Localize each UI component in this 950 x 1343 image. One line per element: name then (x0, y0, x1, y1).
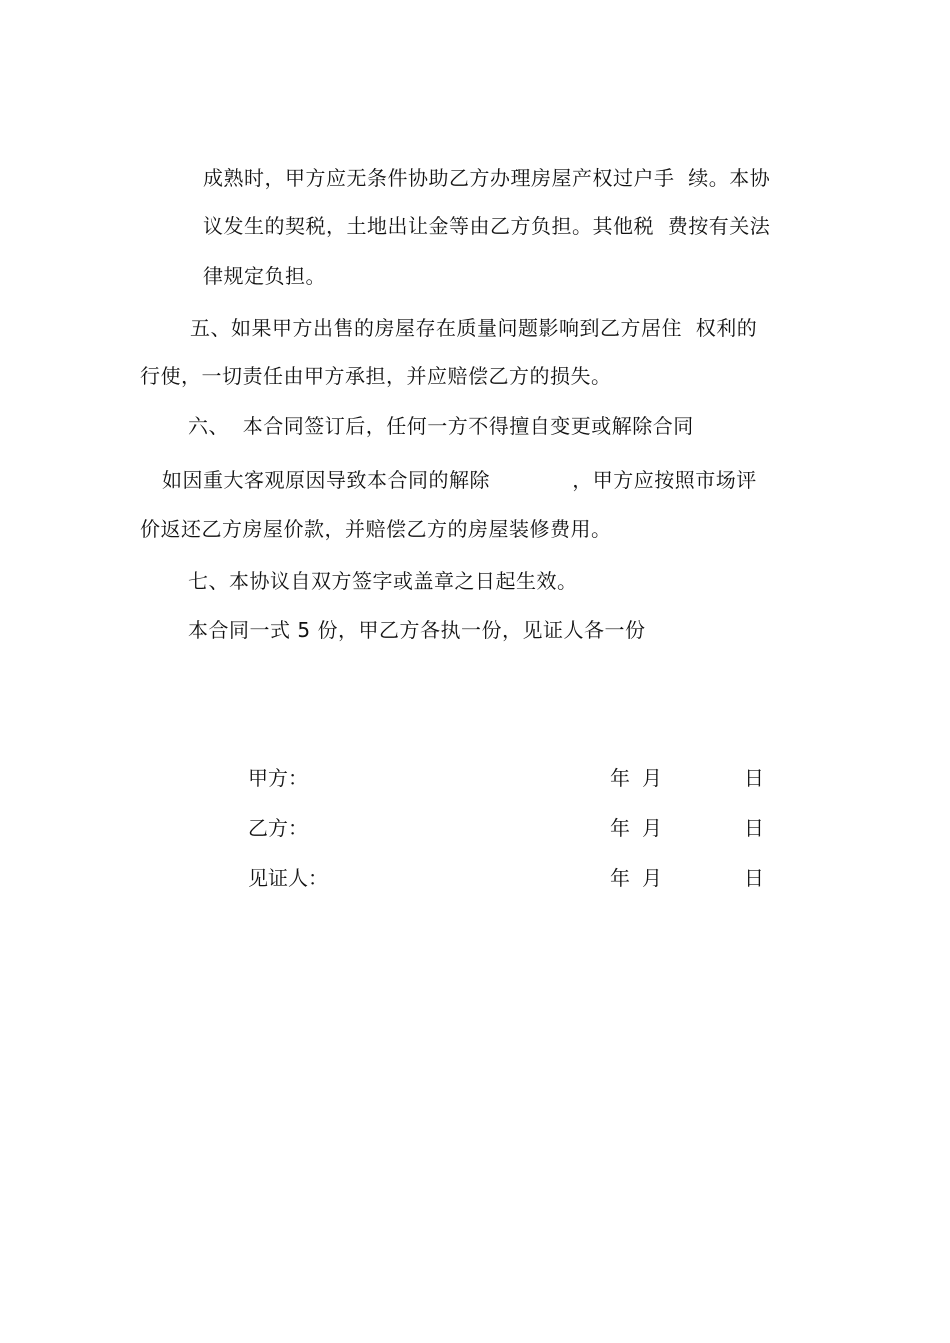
party-b-year: 年 (610, 816, 630, 840)
party-b-month: 月 (642, 816, 662, 840)
party-a-year: 年 (610, 766, 630, 790)
witness-day: 日 (744, 866, 764, 890)
clause-6-line-3: 价返还乙方房屋价款，并赔偿乙方的房屋装修费用。 (140, 517, 612, 541)
clause-4-line-3: 律规定负担。 (203, 264, 326, 288)
party-a-day: 日 (744, 766, 764, 790)
clause-5-line-2: 行使，一切责任由甲方承担，并应赔偿乙方的损失。 (140, 364, 612, 388)
clause-5-line-1: 五、如果甲方出售的房屋存在质量问题影响到乙方居住 权利的 (190, 316, 758, 340)
party-b-label: 乙方： (248, 816, 308, 840)
clause-6-line-1: 六、 本合同签订后，任何一方不得擅自变更或解除合同 (188, 414, 694, 438)
copies-line: 本合同一式 5 份，甲乙方各执一份，见证人各一份 (188, 618, 646, 642)
witness-year: 年 (610, 866, 630, 890)
party-a-month: 月 (642, 766, 662, 790)
clause-4-line-2: 议发生的契税，土地出让金等由乙方负担。其他税 费按有关法 (203, 214, 771, 238)
witness-month: 月 (642, 866, 662, 890)
witness-label: 见证人： (248, 866, 328, 890)
party-b-day: 日 (744, 816, 764, 840)
clause-6-line-2: 如因重大客观原因导致本合同的解除 ，甲方应按照市场评 (162, 468, 757, 492)
party-a-label: 甲方： (248, 766, 308, 790)
clause-7-line-1: 七、本协议自双方签字或盖章之日起生效。 (188, 569, 578, 593)
clause-4-line-1: 成熟时，甲方应无条件协助乙方办理房屋产权过户手 续。本协 (203, 166, 771, 190)
